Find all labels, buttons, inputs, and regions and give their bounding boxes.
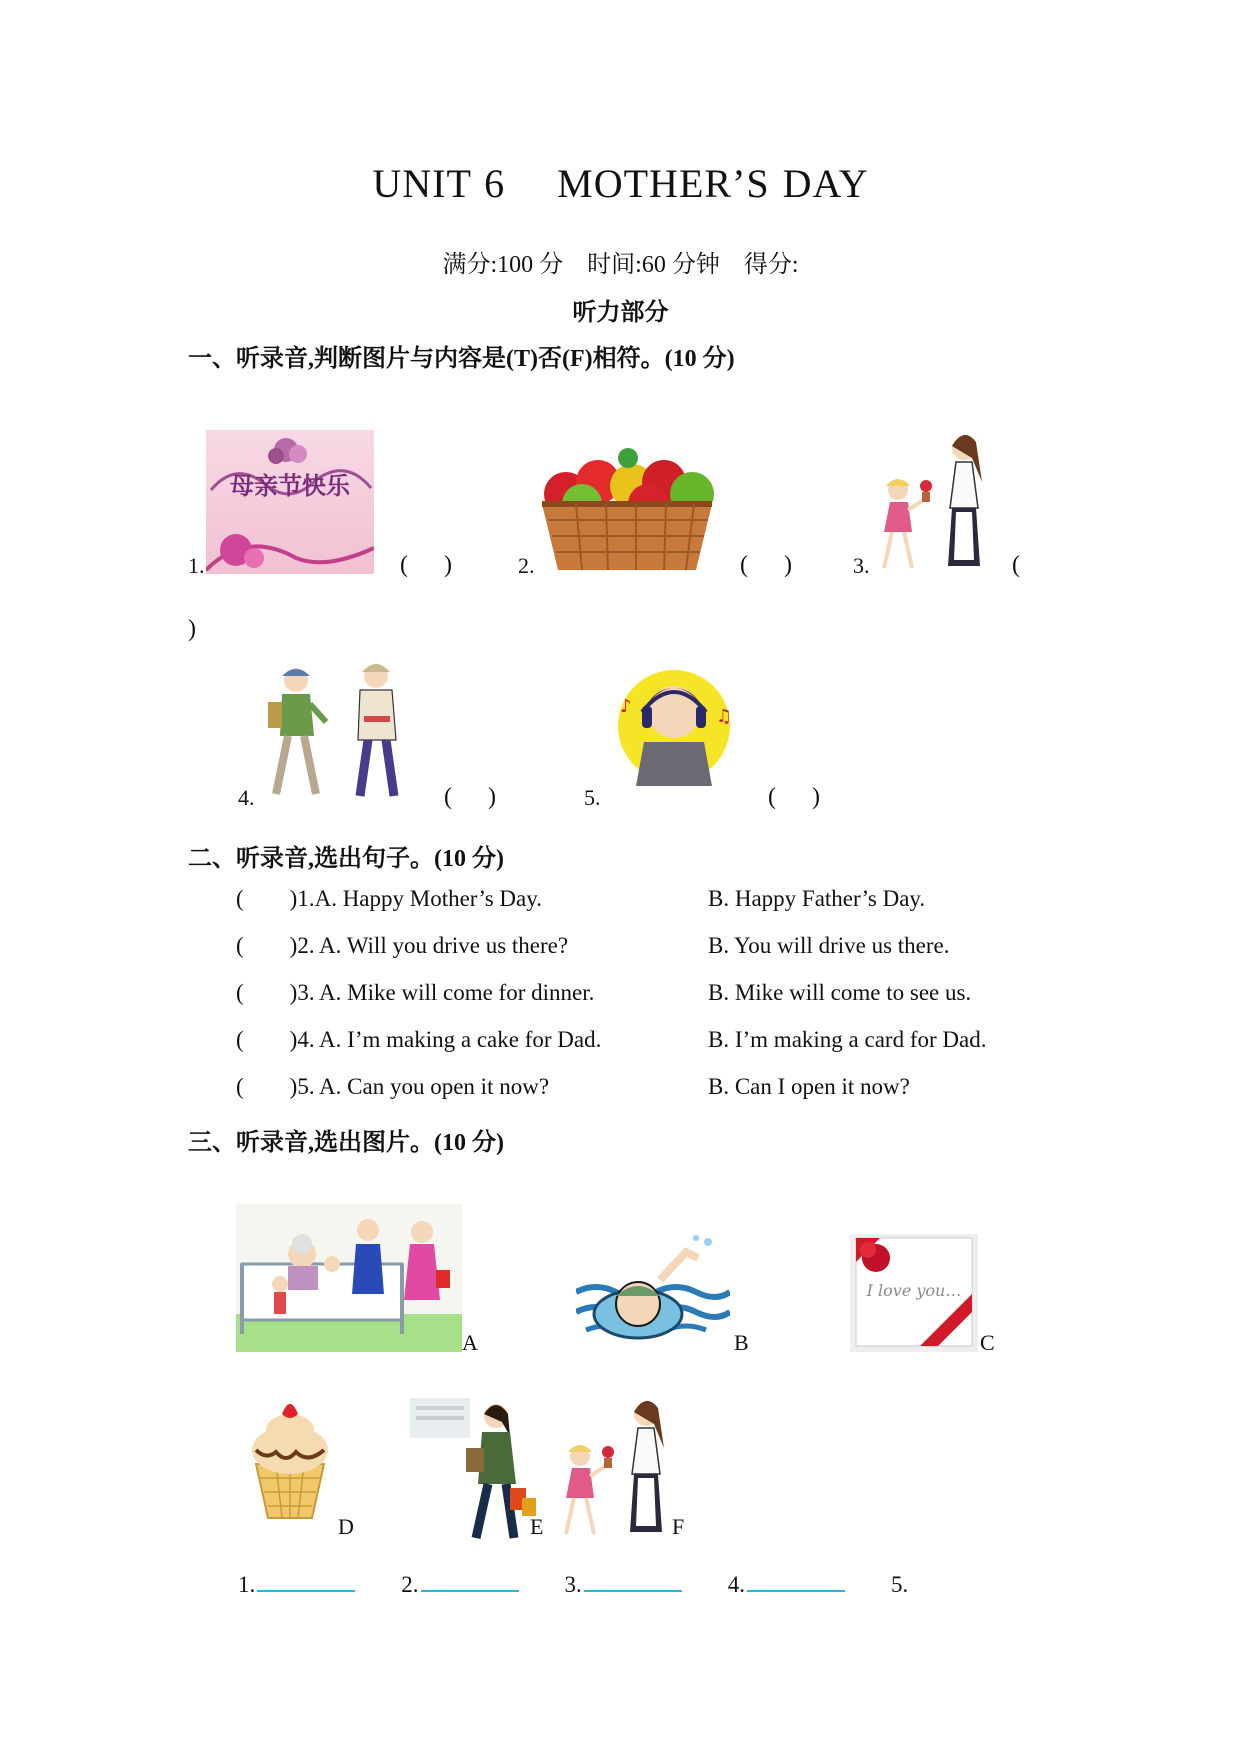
s2-row5-paren[interactable]: ( ) [236,1074,298,1099]
svg-text:♫: ♫ [716,706,733,727]
s2-row1-option-a: 1.A. Happy Mother’s Day. [297,886,542,911]
answer-4-blank[interactable] [747,1568,845,1592]
section2-heading: 二、听录音,选出句子。(10 分) [188,846,504,872]
answer-5-number: 5. [891,1572,909,1597]
section3-answers [238,1568,908,1598]
picture-label-a: A [462,1330,478,1355]
section1-heading: 一、听录音,判断图片与内容是(T)否(F)相符。(10 分) [188,346,735,372]
s1-item3-number: 3. [853,553,870,578]
listening-heading: 听力部分 [572,300,669,326]
picture-label-d: D [338,1514,354,1539]
woman-shopping-picture [410,1392,538,1544]
s2-row2-option-b: B. You will drive us there. [708,933,950,958]
answer-4-number: 4. [727,1572,745,1597]
full-marks: 满分:100 分 [442,252,564,278]
answer-2-blank[interactable] [421,1568,519,1592]
picture-label-e: E [530,1514,544,1539]
love-card-picture [850,1234,978,1352]
page-title [0,160,1241,207]
answer-1-number: 1. [238,1572,256,1597]
s2-row3-paren[interactable]: ( ) [236,980,298,1005]
mothers-day-card-picture [206,430,374,574]
s2-row2[interactable] [236,933,568,959]
s2-row4-option-b: B. I’m making a card for Dad. [708,1027,987,1052]
s1-item2-answer[interactable]: ( ) [740,552,792,578]
s2-row1-paren[interactable]: ( ) [236,886,298,911]
s1-item5-answer[interactable]: ( ) [768,784,820,810]
s1-item1-number: 1. [188,553,205,578]
s2-row4-option-a: 4. A. I’m making a cake for Dad. [297,1027,602,1052]
time-limit: 时间:60 分钟 [587,252,720,278]
answer-2-number: 2. [401,1572,419,1597]
picture-label-c: C [980,1330,995,1355]
ice-cream-picture [246,1394,334,1524]
s2-row5[interactable] [236,1074,549,1100]
unit-label: UNIT 6 [372,161,506,206]
picture-label-b: B [734,1330,749,1355]
s2-row3[interactable] [236,980,594,1006]
score-field: 得分: [743,252,799,278]
unit-name: MOTHER’S DAY [557,161,869,206]
s2-row4-paren[interactable]: ( ) [236,1027,298,1052]
girl-giving-flowers-picture-f [554,1394,672,1544]
answer-1-blank[interactable] [257,1568,355,1592]
s2-row3-option-a: 3. A. Mike will come for dinner. [297,980,595,1005]
s1-item2-number: 2. [518,553,535,578]
s2-row4[interactable] [236,1027,601,1053]
card-text: 母亲节快乐 [230,472,350,500]
s2-row2-paren[interactable]: ( ) [236,933,298,958]
family-visiting-hospital-picture [236,1204,462,1352]
s1-item5-number: 5. [584,785,601,810]
s1-item4-number: 4. [238,785,255,810]
s1-item3-paren-close: ) [188,616,196,642]
section3-heading: 三、听录音,选出图片。(10 分) [188,1130,504,1156]
s2-row5-option-b: B. Can I open it now? [708,1074,910,1099]
girl-giving-flowers-picture [872,428,990,578]
svg-text:♪: ♪ [620,696,632,717]
picture-label-f: F [672,1514,685,1539]
s2-row3-option-b: B. Mike will come to see us. [708,980,972,1005]
two-boys-walking-picture [260,656,420,806]
s2-row1-option-b: B. Happy Father’s Day. [708,886,926,911]
s1-item3-paren-open[interactable]: ( [1012,552,1020,578]
s1-item1-answer[interactable]: ( ) [400,552,452,578]
s2-row2-option-a: 2. A. Will you drive us there? [297,933,569,958]
boy-swimming-picture [576,1232,730,1352]
card-text: I love you… [866,1281,962,1300]
apple-basket-picture [536,442,718,576]
boy-listening-music-picture [612,662,738,796]
answer-3-blank[interactable] [584,1568,682,1592]
s2-row1[interactable] [236,886,542,912]
answer-3-number: 3. [564,1572,582,1597]
s1-item4-answer[interactable]: ( ) [444,784,496,810]
exam-meta [0,244,1241,279]
s2-row5-option-a: 5. A. Can you open it now? [297,1074,550,1099]
